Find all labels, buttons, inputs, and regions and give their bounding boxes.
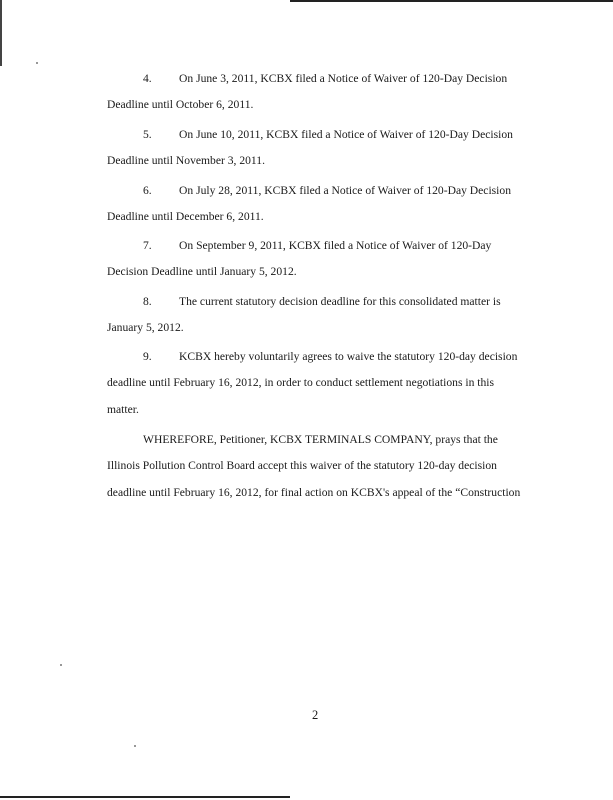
scan-speck (134, 745, 136, 747)
paragraph-text-line: Decision Deadline until January 5, 2012. (107, 265, 297, 278)
paragraph-text-line: On June 3, 2011, KCBX filed a Notice of Waiver of 120-Day Decision (179, 72, 508, 85)
paragraph-text-line: On September 9, 2011, KCBX filed a Notice of Waiver of 120-Day (179, 239, 492, 252)
paragraph-number: 7. (143, 239, 152, 252)
paragraph-6 (107, 184, 537, 223)
paragraph-text-line: On June 10, 2011, KCBX filed a Notice of Waiver of 120-Day Decision (179, 128, 513, 141)
paragraph-text-line: deadline until February 16, 2012, for final action on KCBX's appeal of the “Construction (107, 486, 521, 499)
paragraph-number: 6. (143, 184, 152, 197)
scan-edge-left (0, 0, 2, 66)
paragraph-text-line: January 5, 2012. (107, 321, 184, 334)
paragraph-number: 4. (143, 72, 152, 85)
paragraph-text-line: matter. (107, 403, 139, 416)
paragraph-text-line: On July 28, 2011, KCBX filed a Notice of Waiver of 120-Day Decision (179, 184, 512, 197)
paragraph-5 (107, 128, 537, 167)
scan-edge-bottom (0, 796, 290, 798)
paragraph-number: 9. (143, 350, 152, 363)
paragraph-number: 8. (143, 295, 152, 308)
paragraph-text-line: WHEREFORE, Petitioner, KCBX TERMINALS COMPANY, prays that the (143, 433, 498, 446)
scan-speck (36, 62, 38, 64)
paragraph-8 (107, 295, 537, 334)
paragraph-text-line: Illinois Pollution Control Board accept this waiver of the statutory 120-day decision (107, 459, 497, 472)
paragraph-9 (107, 350, 537, 416)
paragraph-text-line: The current statutory decision deadline for this consolidated matter is (179, 295, 501, 308)
paragraph-text-line: Deadline until December 6, 2011. (107, 210, 264, 223)
paragraph-text-line: Deadline until October 6, 2011. (107, 98, 254, 111)
paragraph-text-line: deadline until February 16, 2012, in order to conduct settlement negotiations in this (107, 376, 495, 389)
scan-speck (60, 664, 62, 666)
page-number: 2 (312, 708, 319, 722)
paragraph-7 (107, 239, 537, 278)
paragraph-text-line: KCBX hereby voluntarily agrees to waive the statutory 120-day decision (179, 350, 518, 363)
wherefore-paragraph (107, 433, 537, 499)
paragraph-text-line: Deadline until November 3, 2011. (107, 154, 265, 167)
paragraph-number: 5. (143, 128, 152, 141)
paragraph-4 (107, 72, 537, 111)
scan-edge-top (290, 0, 613, 2)
